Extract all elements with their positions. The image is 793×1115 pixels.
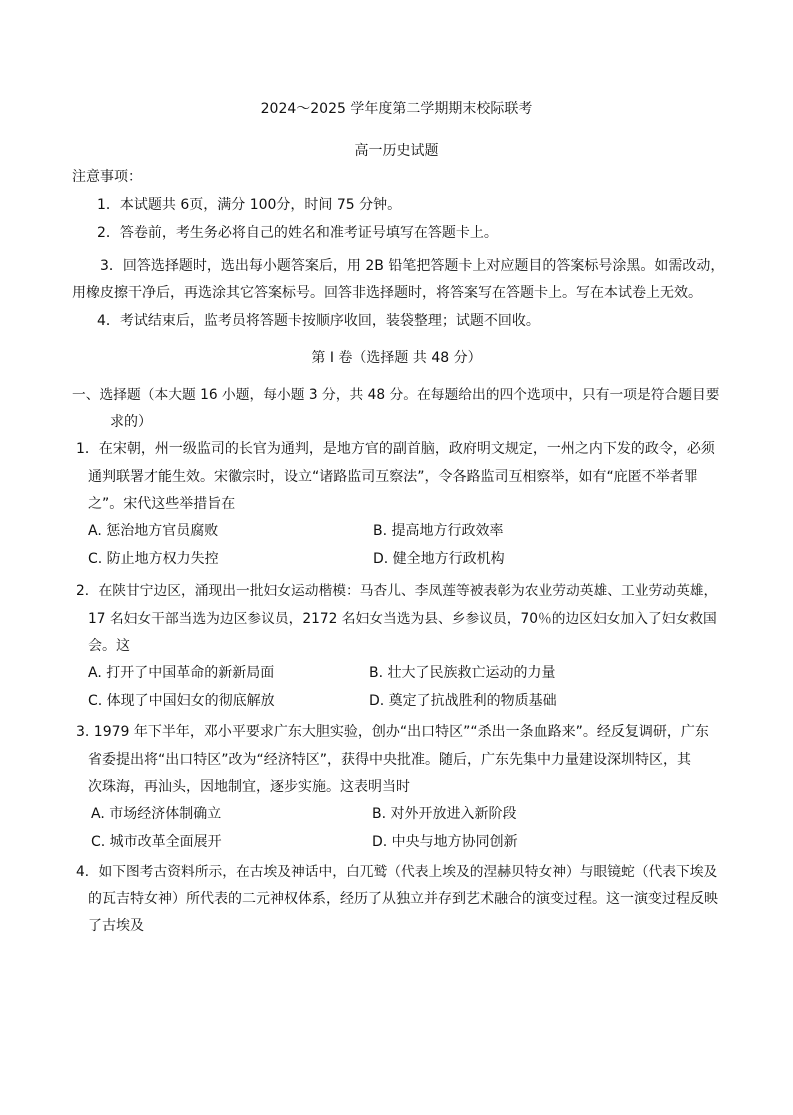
notice-item: 用橡皮擦干净后，再选涂其它答案标号。回答非选择题时，将答案写在答题卡上。写在本试卷上无效。: [72, 285, 702, 301]
question-text: 之”。宋代这些举措旨在: [88, 496, 236, 512]
question-text: 省委提出将“出口特区”改为“经济特区”，获得中央批准。随后，广东先集中力量建设深圳特区，其: [88, 752, 692, 768]
notice-item: 1．本试题共 6页，满分 100分，时间 75 分钟。: [97, 197, 402, 213]
option-a: A. 市场经济体制确立: [91, 806, 222, 822]
question-text: 了古埃及: [88, 918, 144, 934]
notice-item: 2．答卷前，考生务必将自己的姓名和准考证号填写在答题卡上。: [97, 225, 498, 241]
notice-item: 3．回答选择题时，选出每小题答案后，用 2B 铅笔把答题卡上对应题目的答案标号涂黑。如需改动，: [100, 258, 725, 274]
option-c: C. 体现了中国妇女的彻底解放: [88, 693, 275, 709]
option-c: C. 城市改革全面展开: [91, 834, 222, 850]
question-text: 4．如下图考古资料所示，在古埃及神话中，白兀鹫（代表上埃及的涅赫贝特女神）与眼镜蛇（代表下埃及: [76, 864, 718, 880]
option-c: C. 防止地方权力失控: [88, 551, 219, 567]
question-text: 17 名妇女干部当选为边区参议员，2172 名妇女当选为县、乡参议员，70％的边区妇女加入了妇女救国: [88, 611, 717, 627]
exam-title: 2024～2025 学年度第二学期期末校际联考: [260, 101, 533, 117]
option-d: D. 健全地方行政机构: [373, 551, 505, 567]
question-text: 1．在宋朝，州一级监司的长官为通判，是地方官的副首脑，政府明文规定，一州之内下发的政令，必须: [76, 441, 715, 457]
question-text: 会。这: [88, 638, 130, 654]
option-b: B. 提高地方行政效率: [373, 523, 504, 539]
option-a: A. 惩治地方官员腐败: [88, 523, 219, 539]
question-text: 通判联署才能生效。宋徽宗时，设立“诸路监司互察法”，令各路监司互相察举，如有“庇匿不举者罪: [88, 469, 698, 485]
option-d: D. 奠定了抗战胜利的物质基础: [369, 693, 557, 709]
section-title: 第 I 卷（选择题 共 48 分）: [311, 350, 482, 366]
subject-title: 高一历史试题: [354, 143, 439, 159]
question-text: 3. 1979 年下半年，邓小平要求广东大胆实验，创办“出口特区”“杀出一条血路来”。经反复调研，广东: [76, 724, 709, 740]
notice-item: 4．考试结束后，监考员将答题卡按顺序收回，装袋整理；试题不回收。: [97, 313, 540, 329]
notice-heading: 注意事项：: [72, 169, 142, 185]
section-instruction: 求的）: [110, 414, 152, 430]
question-text: 次珠海，再汕头，因地制宜，逐步实施。这表明当时: [88, 779, 410, 795]
option-b: B. 对外开放进入新阶段: [372, 806, 517, 822]
question-text: 的瓦吉特女神）所代表的二元神权体系，经历了从独立并存到艺术融合的演变过程。这一演变过程反映: [88, 891, 718, 907]
option-b: B. 壮大了民族救亡运动的力量: [369, 665, 556, 681]
option-a: A. 打开了中国革命的新新局面: [88, 665, 275, 681]
question-text: 2．在陕甘宁边区，涌现出一批妇女运动楷模：马杏儿、李凤莲等被表彰为农业劳动英雄、工业劳动英雄，: [76, 583, 718, 599]
option-d: D. 中央与地方协同创新: [372, 834, 518, 850]
section-instruction: 一、选择题（本大题 16 小题，每小题 3 分，共 48 分。在每题给出的四个选项中，只有一项是符合题目要: [72, 387, 720, 403]
